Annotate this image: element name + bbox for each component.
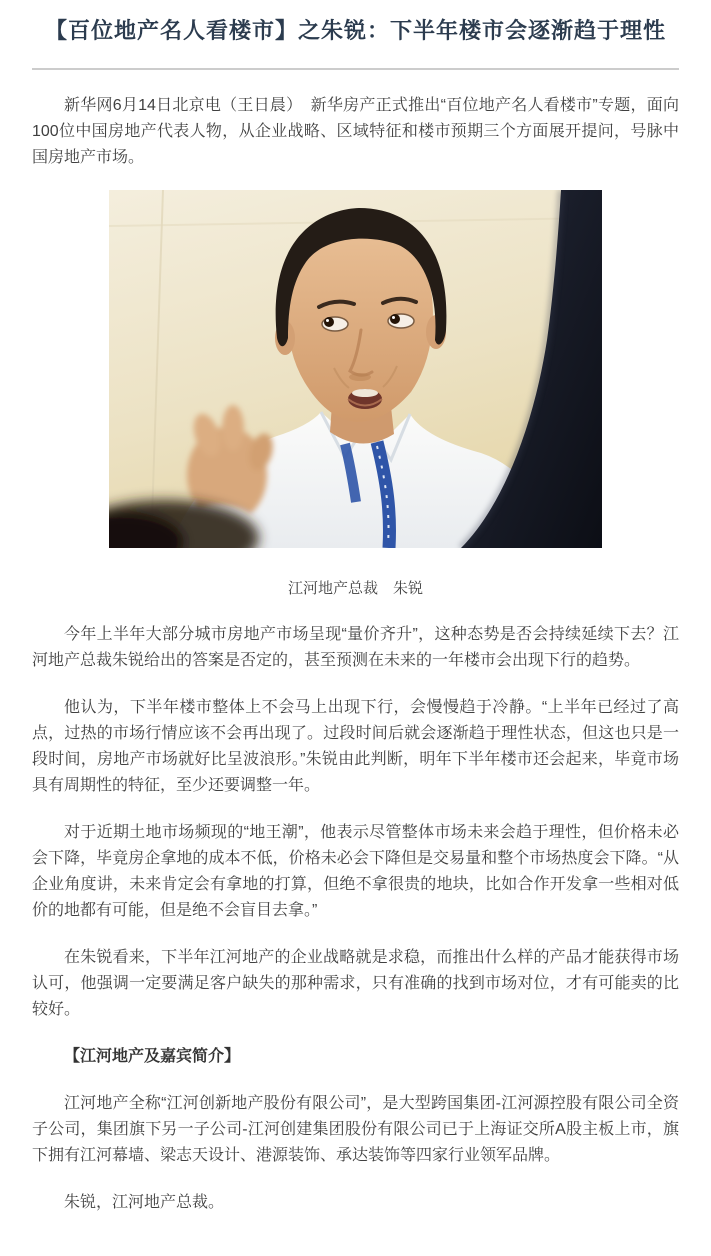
article-figure bbox=[32, 190, 679, 598]
mouth bbox=[348, 389, 382, 409]
interview-photo-illustration bbox=[109, 190, 602, 548]
article-paragraph: 在朱锐看来，下半年江河地产的企业战略就是求稳，而推出什么样的产品才能获得市场认可，他强调一定要满足客户缺失的那种需求，只有准确的找到市场对位，才有可能卖的比较好。 bbox=[32, 949, 679, 1018]
article-paragraph: 今年上半年大部分城市房地产市场呈现“量价齐升”，这种态势是否会持续延续下去？江河地产总裁朱锐给出的答案是否定的，甚至预测在未来的一年楼市会出现下行的趋势。 bbox=[32, 626, 679, 669]
intro-paragraph: 新华网6月14日北京电（王日晨） 新华房产正式推出“百位地产名人看楼市”专题，面向100位中国房地产代表人物，从企业战略、区域特征和楼市预期三个方面展开提问，号脉中国房地产市场。 bbox=[32, 97, 679, 166]
article-paragraph: 对于近期土地市场频现的“地王潮”，他表示尽管整体市场未来会趋于理性，但价格未必会下降，毕竟房企拿地的成本不低，价格未必会下降但是交易量和整个市场热度会下降。“从企业角度讲，未来肯定会有拿地的打算，但绝不拿很贵的地块，比如合作开发拿一些相对低价的地都有可能，但是绝不会盲目去拿。” bbox=[32, 824, 679, 919]
article-paragraph: 他认为，下半年楼市整体上不会马上出现下行，会慢慢趋于冷静。“上半年已经过了高点，过热的市场行情应该不会再出现了。过段时间后就会逐渐趋于理性状态，但这也只是一段时间，房地产市场就好比呈波浪形。”朱锐由此判断，明年下半年楼市还会起来，毕竟市场具有周期性的特征，至少还要调整一年。 bbox=[32, 699, 679, 794]
interview-photo bbox=[109, 190, 602, 548]
title-divider bbox=[32, 68, 679, 70]
section-header: 【江河地产及嘉宾简介】 bbox=[64, 1048, 241, 1065]
bio-paragraph: 朱锐，江河地产总裁。 bbox=[64, 1194, 225, 1211]
bio-paragraph: 江河地产全称“江河创新地产股份有限公司”，是大型跨国集团-江河源控股有限公司全资子公司，集团旗下另一子公司-江河创建集团股份有限公司已于上海证交所A股主板上市，旗下拥有江河幕墙、梁志天设计、港源装饰、承达装饰等四家行业领军品牌。 bbox=[32, 1095, 679, 1164]
photo-caption: 江河地产总裁 朱锐 bbox=[287, 580, 423, 597]
article-title: 【百位地产名人看楼市】之朱锐：下半年楼市会逐渐趋于理性 bbox=[44, 18, 666, 43]
